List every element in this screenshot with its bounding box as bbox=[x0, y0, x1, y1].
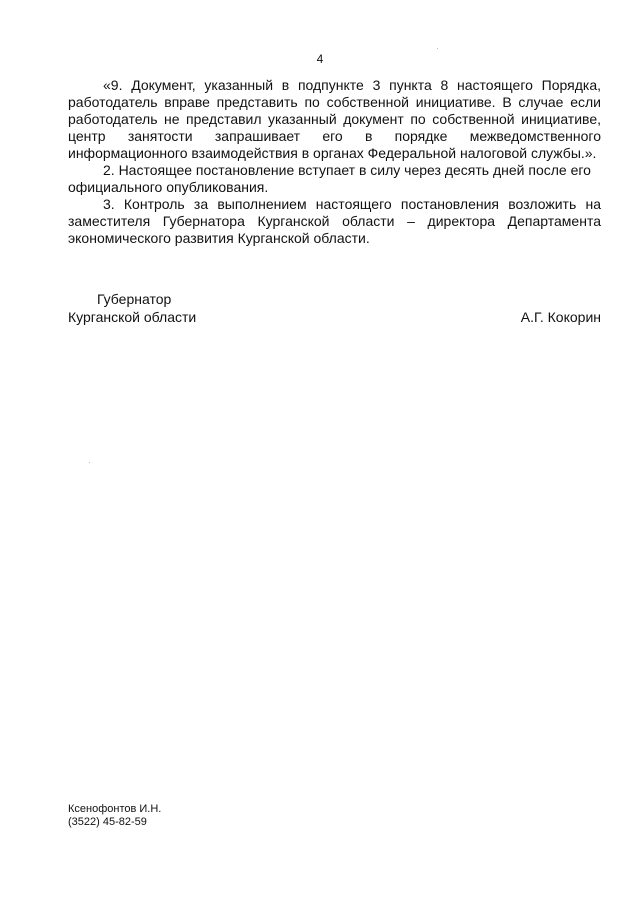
text-line: 2. Настоящее постановление вступает в силу через десять дней после его bbox=[103, 162, 591, 178]
signer-region: Курганской области bbox=[68, 309, 197, 325]
executor-name: Ксенофонтов И.Н. bbox=[68, 803, 162, 815]
text-line: 3. Контроль за выполнением настоящего постановления возложить на bbox=[103, 196, 601, 212]
scan-speck bbox=[89, 462, 90, 463]
page-number: 4 bbox=[316, 52, 324, 66]
text-line: «9. Документ, указанный в подпункте 3 пункта 8 настоящего Порядка, bbox=[103, 77, 601, 93]
text-line: работодатель не представил указанный документ по собственной инициативе, bbox=[68, 111, 601, 127]
text-line: информационного взаимодействия в органах Федеральной налоговой службы.». bbox=[68, 145, 597, 161]
document-body bbox=[68, 77, 601, 247]
text-line: заместителя Губернатора Курганской области – директора Департамента bbox=[68, 213, 601, 229]
executor-phone: (3522) 45-82-59 bbox=[68, 816, 147, 828]
signature-block bbox=[68, 290, 601, 326]
text-line: работодатель вправе представить по собственной инициативе. В случае если bbox=[68, 94, 601, 110]
paragraph-9 bbox=[68, 77, 601, 162]
text-line: центр занятости запрашивает его в порядке межведомственного bbox=[68, 128, 601, 144]
paragraph-3 bbox=[68, 196, 601, 247]
text-line: официального опубликования. bbox=[68, 179, 269, 195]
signer-name: А.Г. Кокорин bbox=[520, 309, 601, 325]
paragraph-2 bbox=[68, 162, 601, 196]
executor-info bbox=[68, 803, 161, 829]
text-line: экономического развития Курганской области. bbox=[68, 230, 370, 246]
signer-title: Губернатор bbox=[97, 291, 172, 307]
scan-speck bbox=[437, 48, 438, 49]
